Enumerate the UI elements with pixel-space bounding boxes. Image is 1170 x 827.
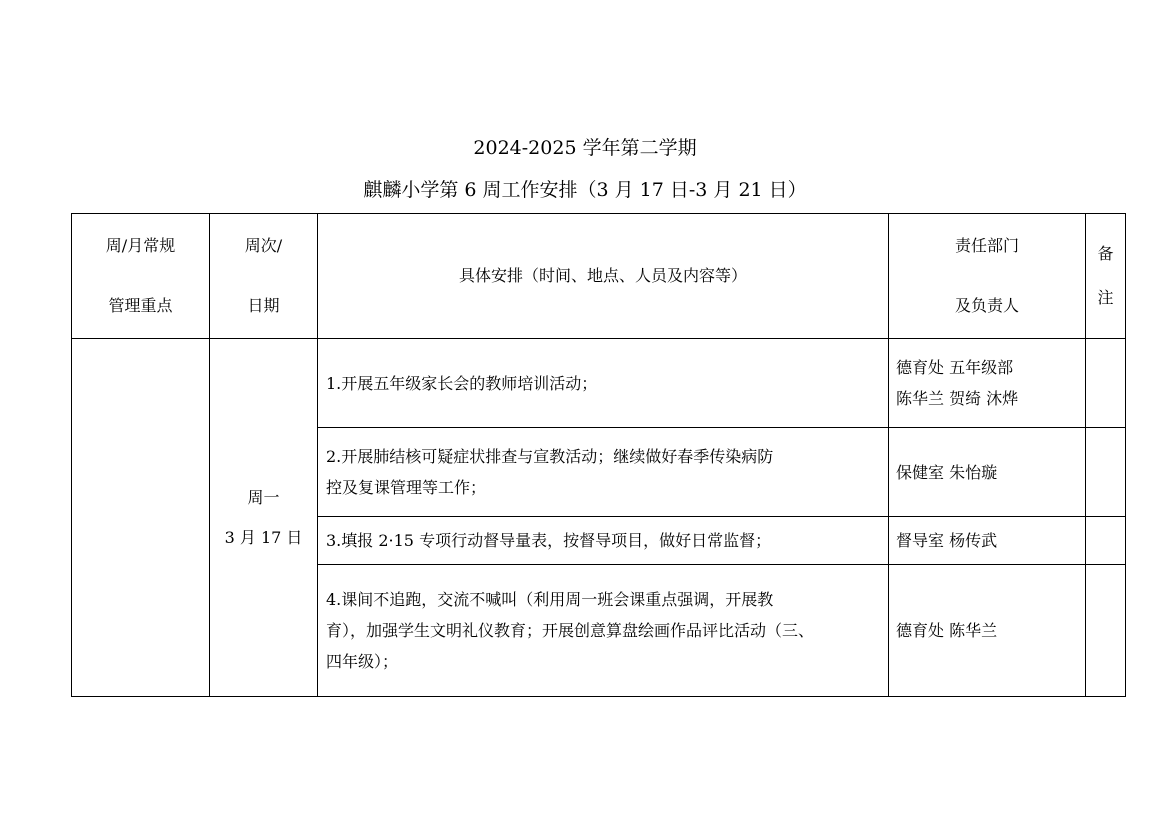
header-text: 周/月常规 <box>105 236 176 255</box>
day-date-cell <box>210 339 318 697</box>
table-header-row <box>72 214 1126 339</box>
header-arrangement <box>318 214 889 339</box>
task-text: 四年级）； <box>326 652 399 671</box>
table-row <box>72 339 1126 428</box>
task-cell <box>318 517 889 565</box>
department-text: 保健室 朱怡璇 <box>896 462 998 482</box>
remarks-cell <box>1086 565 1126 697</box>
department-cell <box>889 565 1086 697</box>
department-cell <box>889 339 1086 428</box>
task-cell <box>318 565 889 697</box>
header-department <box>889 214 1086 339</box>
department-text: 德育处 五年级部 <box>896 358 1014 377</box>
remarks-cell <box>1086 428 1126 517</box>
task-text: 4.课间不追跑，交流不喊叫（利用周一班会课重点强调，开展教 <box>326 590 774 609</box>
header-management-focus <box>72 214 210 339</box>
header-text: 具体安排（时间、地点、人员及内容等） <box>458 266 747 285</box>
task-text: 1.开展五年级家长会的教师培训活动； <box>326 373 598 393</box>
task-text: 2.开展肺结核可疑症状排查与宣教活动；继续做好春季传染病防 <box>326 447 774 466</box>
header-text: 日期 <box>247 296 280 315</box>
header-remarks <box>1086 214 1126 339</box>
header-text: 备 <box>1097 244 1114 263</box>
remarks-cell <box>1086 517 1126 565</box>
remarks-cell <box>1086 339 1126 428</box>
header-week-date <box>210 214 318 339</box>
document-title: 2024-2025 学年第二学期 <box>473 137 697 159</box>
management-focus-cell <box>72 339 210 697</box>
department-text: 陈华兰 贺绮 沐烨 <box>896 389 1019 408</box>
header-text: 注 <box>1097 288 1114 307</box>
day-name: 周一 <box>247 487 280 507</box>
document-subtitle: 麒麟小学第 6 周工作安排（3 月 17 日-3 月 21 日） <box>363 179 807 201</box>
department-cell <box>889 517 1086 565</box>
department-text: 德育处 陈华兰 <box>896 621 998 640</box>
schedule-table <box>71 213 1126 697</box>
department-cell <box>889 428 1086 517</box>
header-text: 周次/ <box>244 236 283 255</box>
task-text: 育），加强学生文明礼仪教育；开展创意算盘绘画作品评比活动（三、 <box>326 621 815 640</box>
task-text: 3.填报 2·15 专项行动督导量表，按督导项目，做好日常监督； <box>326 531 772 550</box>
header-text: 责任部门 <box>954 236 1019 255</box>
task-text: 控及复课管理等工作； <box>326 478 487 497</box>
day-date: 3 月 17 日 <box>224 527 303 547</box>
task-cell <box>318 428 889 517</box>
department-text: 督导室 杨传武 <box>896 531 998 550</box>
task-cell <box>318 339 889 428</box>
header-text: 及负责人 <box>954 296 1019 315</box>
header-text: 管理重点 <box>108 296 173 315</box>
